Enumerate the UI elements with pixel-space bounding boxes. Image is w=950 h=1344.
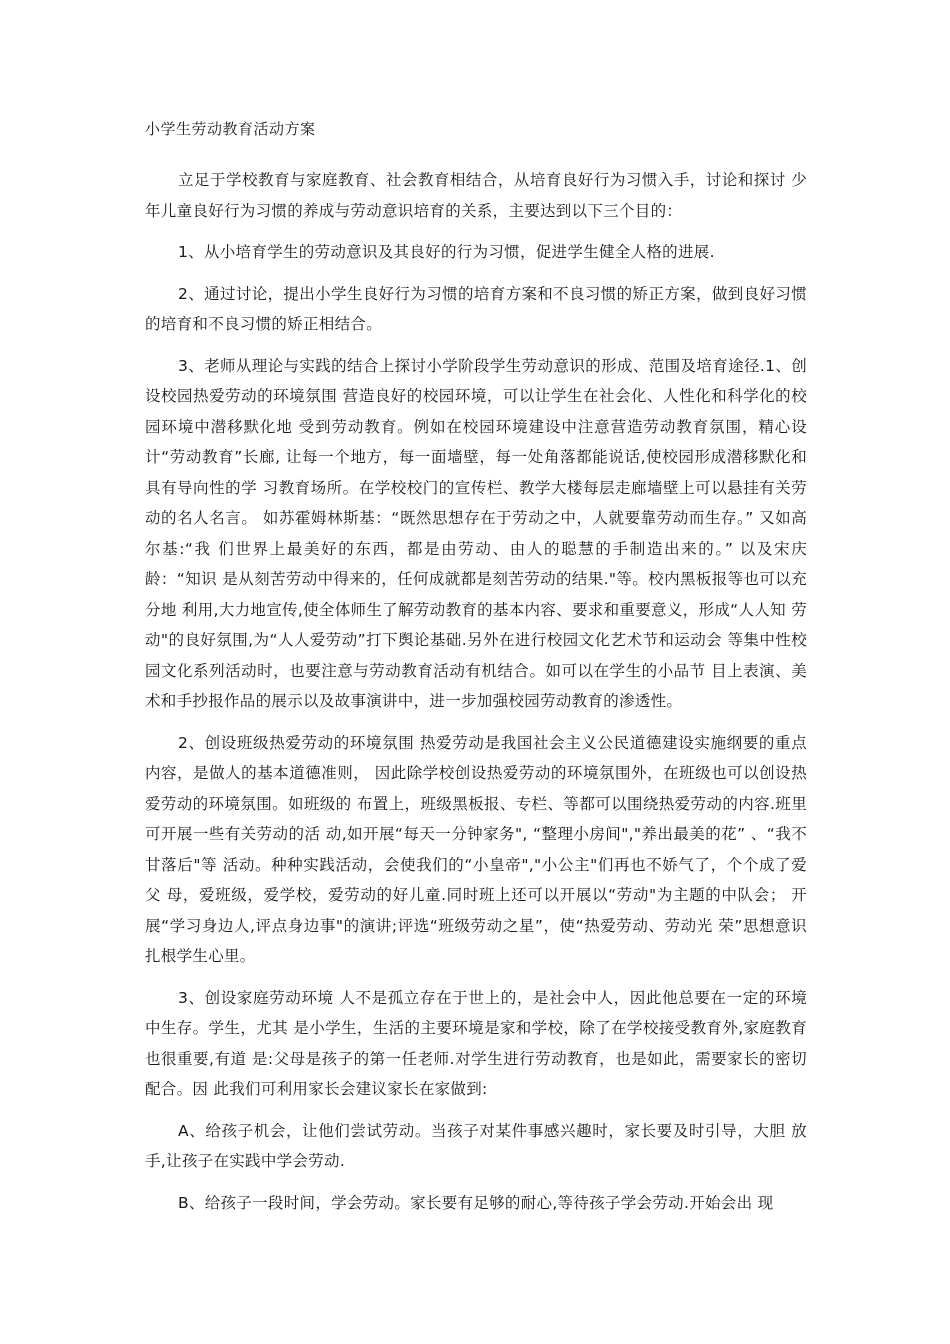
spacer xyxy=(145,972,807,983)
spacer xyxy=(145,717,807,728)
document-page xyxy=(145,118,807,1218)
spacer xyxy=(145,1177,807,1188)
spacer xyxy=(145,1105,807,1116)
paragraph-goal-1: 1、从小培育学生的劳动意识及其良好的行为习惯，促进学生健全人格的进展. xyxy=(178,243,715,261)
paragraph-intro: 立足于学校教育与家庭教育、社会教育相结合，从培育良好行为习惯入手，讨论和探讨 少年儿童良好行为习惯的养成与劳动意识培育的关系，主要达到以下三个目的： xyxy=(145,171,807,220)
spacer xyxy=(145,154,807,165)
paragraph-class-environment: 2、创设班级热爱劳动的环境氛围 热爱劳动是我国社会主义公民道德建设实施纲要的重点内容，是做人的基本道德准则， 因此除学校创设热爱劳动的环境氛围外，在班级也可以创设热爱劳动的环境氛围。如班级的 布置上，班级黑板报、专栏、等都可以围绕热爱劳动的内容.班里可开展一些有关劳动的活 动,如开展“每天一分钟家务", “整理小房间","养出最美的花” 、“我不甘落后"等 活动。种种实践活动，会使我们的“小皇帝","小公主"们再也不娇气了，个个成了爱父 母，爱班级，爱学校，爱劳动的好儿童.同时班上还可以开展以“劳动"为主题的中队会； 开展“学习身边人,评点身边事"的演讲;评选“班级劳动之星”，使“热爱劳动、劳动光 荣”思想意识扎根学生心里。 xyxy=(145,733,807,965)
paragraph-suggestion-a: A、给孩子机会，让他们尝试劳动。当孩子对某件事感兴趣时，家长要及时引导，大胆 放手,让孩子在实践中学会劳动. xyxy=(145,1121,807,1170)
paragraph-suggestion-b: B、给孩子一段时间，学会劳动。家长要有足够的耐心,等待孩子学会劳动.开始会出 现 xyxy=(178,1193,774,1212)
spacer xyxy=(145,340,807,351)
spacer xyxy=(145,226,807,237)
paragraph-goal-3: 3、老师从理论与实践的结合上探讨小学阶段学生劳动意识的形成、范围及培育途径.1、创设校园热爱劳动的环境氛围 营造良好的校园环境，可以让学生在社会化、人性化和科学化的校园环境中潜移默化地 受到劳动教育。例如在校园环境建设中注意营造劳动教育氛围，精心设计“劳动教育”长廊, 让每一个地方，每一面墙壁，每一处角落都能说话,使校园形成潜移默化和具有导向性的学 习教育场所。在学校校门的宣传栏、教学大楼每层走廊墙壁上可以悬挂有关劳动的名人名言。 如苏霍姆林斯基：“既然思想存在于劳动之中，人就要靠劳动而生存。” 又如高尔基:“我 们世界上最美好的东西，都是由劳动、由人的聪慧的手制造出来的。” 以及宋庆龄：“知识 是从刻苦劳动中得来的，任何成就都是刻苦劳动的结果."等。校内黑板报等也可以充分地 利用,大力地宣传,使全体师生了解劳动教育的基本内容、要求和重要意义，形成“人人知 劳动"的良好氛围,为“人人爱劳动”打下舆论基础.另外在进行校园文化艺术节和运动会 等集中性校园文化系列活动时，也要注意与劳动教育活动有机结合。如可以在学生的小品节 目上表演、美术和手抄报作品的展示以及故事演讲中，进一步加强校园劳动教育的渗透性。 xyxy=(145,356,807,710)
paragraph-family-environment: 3、创设家庭劳动环境 人不是孤立存在于世上的，是社会中人，因此他总要在一定的环境中生存。学生，尤其 是小学生，生活的主要环境是家和学校，除了在学校接受教育外,家庭教育也很重要,有道 是:父母是孩子的第一任老师.对学生进行劳动教育，也是如此，需要家长的密切配合。因 此我们可利用家长会建议家长在家做到: xyxy=(145,988,807,1098)
document-title: 小学生劳动教育活动方案 xyxy=(145,120,316,138)
paragraph-goal-2: 2、通过讨论，提出小学生良好行为习惯的培育方案和不良习惯的矫正方案，做到良好习惯的培育和不良习惯的矫正相结合。 xyxy=(145,284,807,333)
spacer xyxy=(145,268,807,279)
